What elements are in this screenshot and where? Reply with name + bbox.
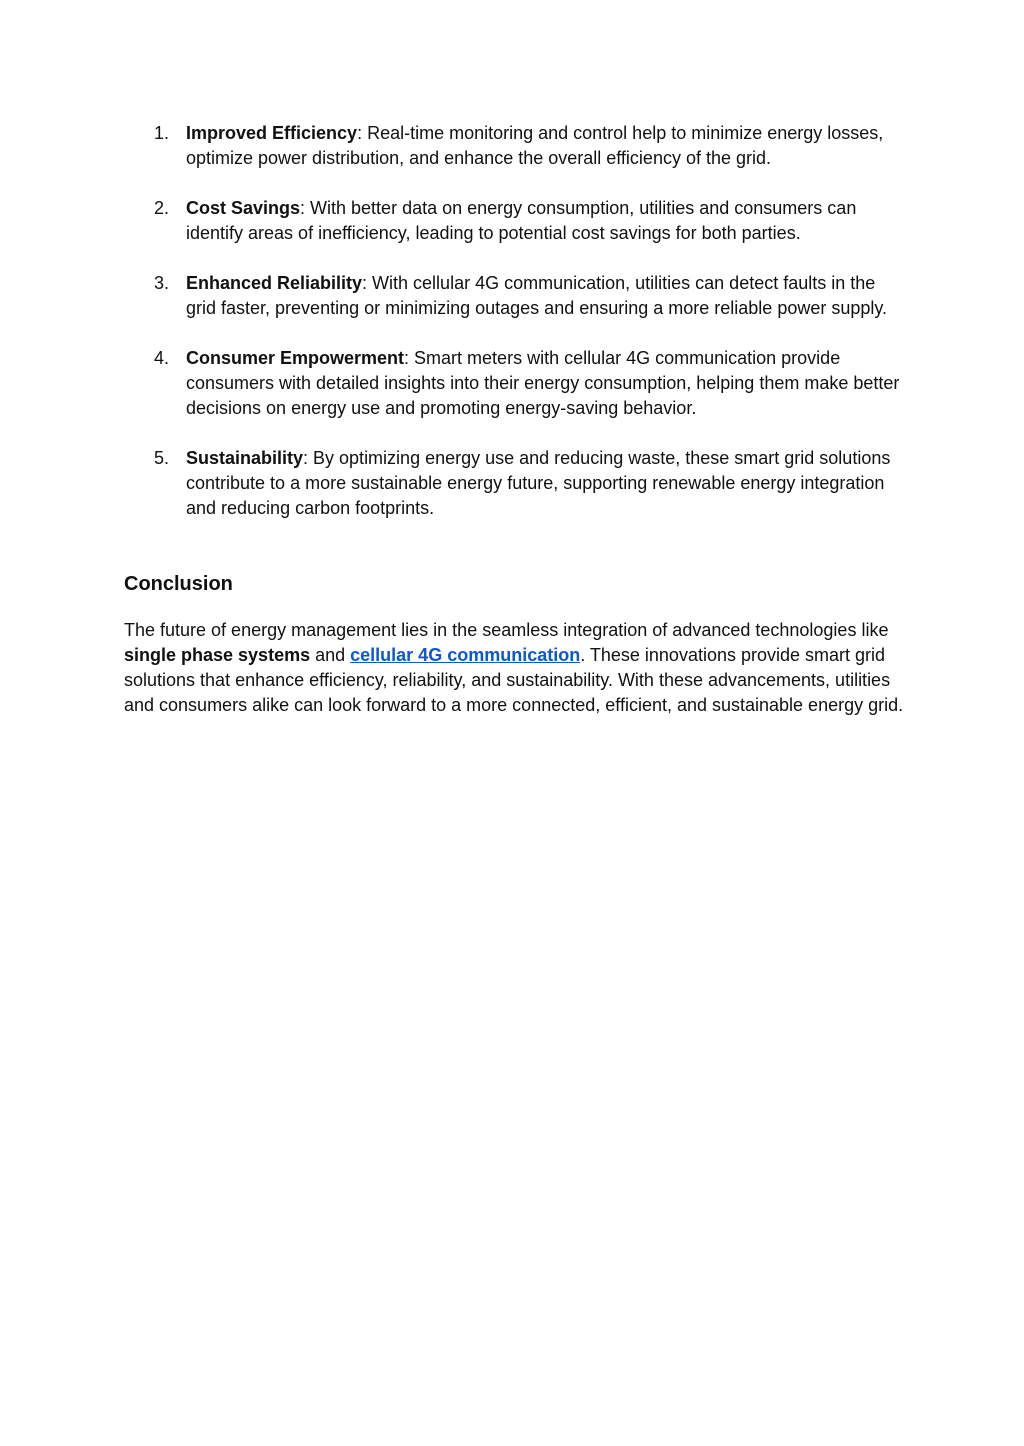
conclusion-heading-text: Conclusion: [124, 573, 233, 595]
list-item-number: 4.: [154, 348, 170, 368]
list-item-text: : With better data on energy consumption, utilities and consumers can identify areas of inefficiency, leading to potential cost savings for both parties.: [186, 198, 857, 243]
list-item-text: : Real-time monitoring and control help to minimize energy losses, optimize power distribution, and enhance the overall efficiency of the grid.: [186, 123, 884, 168]
list-item-title: Sustainability: [186, 448, 304, 468]
conclusion-text-part1: The future of energy management lies in the seamless integration of advanced technologies like: [124, 620, 889, 640]
list-item-number: 2.: [154, 198, 170, 218]
list-item-number: 5.: [154, 448, 170, 468]
list-item-title: Cost Savings: [186, 198, 301, 218]
conclusion-text-part2: and: [310, 645, 351, 665]
list-item-sustainability: [124, 446, 904, 521]
list-item-consumer-empowerment: [124, 346, 904, 421]
list-item-number: 1.: [154, 123, 170, 143]
list-item-number: 3.: [154, 273, 170, 293]
list-item-text: : By optimizing energy use and reducing waste, these smart grid solutions contribute to a more sustainable energy future, supporting renewable energy integration and reducing carbon footprints.: [186, 448, 891, 518]
list-item-enhanced-reliability: [124, 271, 904, 321]
conclusion-text-part3: . These innovations provide smart grid solutions that enhance efficiency, reliability, and sustainability. With these advancements, utilities and consumers alike can look forward to a more connected, efficient, and sustainable energy grid.: [124, 645, 904, 715]
list-item-title: Enhanced Reliability: [186, 273, 363, 293]
list-item-title: Improved Efficiency: [186, 123, 358, 143]
list-item-cost-savings: [124, 196, 904, 246]
list-item-text: : With cellular 4G communication, utilities can detect faults in the grid faster, preventing or minimizing outages and ensuring a more reliable power supply.: [186, 273, 888, 318]
benefits-list: [124, 121, 904, 521]
conclusion-heading: [124, 571, 904, 598]
single-phase-systems-bold: single phase systems: [124, 645, 311, 665]
conclusion-paragraph: [124, 618, 904, 718]
list-item-text: : Smart meters with cellular 4G communication provide consumers with detailed insights into their energy consumption, helping them make better decisions on energy use and promoting energy-saving behavior.: [186, 348, 900, 418]
list-item-title: Consumer Empowerment: [186, 348, 405, 368]
cellular-4g-communication-link[interactable]: cellular 4G communication: [350, 645, 581, 665]
document-content: [124, 121, 904, 718]
list-item-improved-efficiency: [124, 121, 904, 171]
